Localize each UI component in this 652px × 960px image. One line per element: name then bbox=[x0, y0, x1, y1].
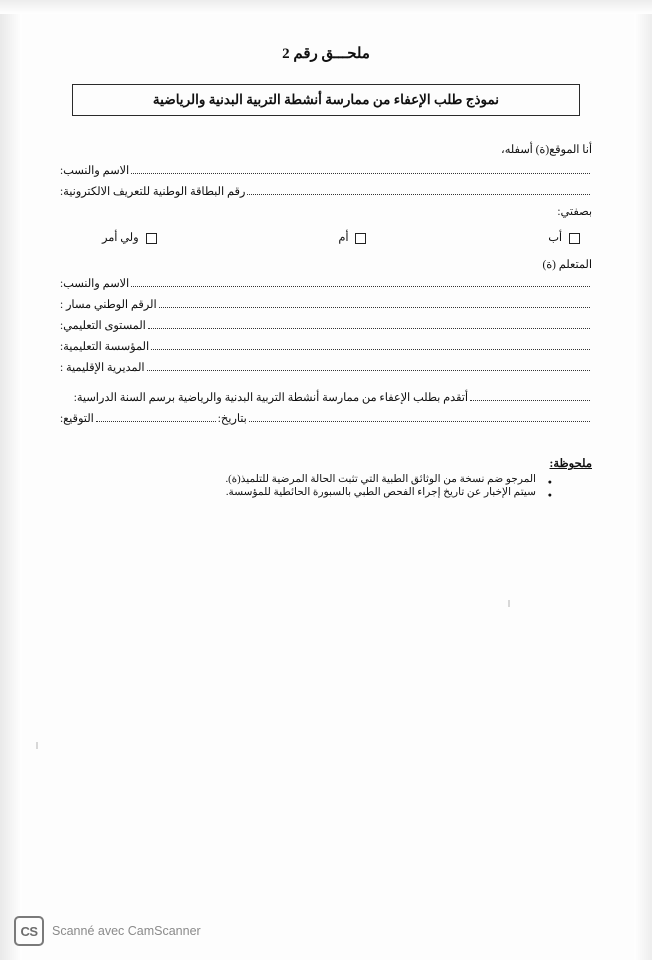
note-list bbox=[60, 475, 552, 499]
signer-name-label: الاسم والنسب: bbox=[60, 165, 130, 177]
student-name-input[interactable] bbox=[131, 278, 590, 287]
student-school-label: المؤسسة التعليمية: bbox=[60, 340, 150, 353]
scan-edge-shadow-right bbox=[634, 0, 652, 960]
scan-edge-shadow-top bbox=[0, 0, 652, 14]
date-input[interactable] bbox=[249, 413, 590, 422]
form-heading: نموذج طلب الإعفاء من ممارسة أنشطة التربية البدنية والرياضية bbox=[152, 92, 500, 107]
signer-name-input[interactable] bbox=[131, 165, 590, 174]
student-directorate-input[interactable] bbox=[147, 362, 590, 371]
checkbox-icon[interactable] bbox=[569, 233, 580, 244]
capacity-options bbox=[72, 233, 580, 244]
undersigned-intro: أنا الموقع(ة) أسفله، bbox=[501, 144, 592, 156]
student-level-label: المستوى التعليمي: bbox=[60, 319, 146, 332]
camscanner-watermark bbox=[14, 916, 201, 946]
capacity-option-guardian-label: ولي أمر bbox=[102, 231, 139, 244]
scan-speck bbox=[508, 600, 510, 607]
capacity-option-mother[interactable] bbox=[338, 233, 366, 244]
list-item: ● المرجو ضم نسخة من الوثائق الطبية التي تثبت الحالة المرضية للتلميذ(ة). bbox=[60, 475, 552, 486]
checkbox-icon[interactable] bbox=[355, 233, 366, 244]
student-massar-row bbox=[60, 299, 592, 311]
request-sentence: أتقدم بطلب الإعفاء من ممارسة أنشطة التربية البدنية والرياضية برسم السنة الدراسية: bbox=[73, 391, 468, 404]
capacity-option-mother-label: أم bbox=[338, 231, 349, 244]
signer-id-label: رقم البطاقة الوطنية للتعريف الالكترونية: bbox=[60, 186, 246, 198]
camscanner-watermark-text: Scanné avec CamScanner bbox=[52, 924, 201, 938]
date-label: بتاريخ: bbox=[217, 412, 247, 425]
signer-name-row bbox=[60, 165, 592, 177]
student-directorate-row bbox=[60, 362, 592, 374]
student-level-input[interactable] bbox=[148, 320, 590, 329]
signer-id-input[interactable] bbox=[247, 186, 590, 195]
signer-id-row bbox=[60, 186, 592, 198]
page-title: ملحـــق رقم 2 bbox=[282, 46, 370, 62]
capacity-option-father-label: أب bbox=[548, 231, 562, 244]
student-school-input[interactable] bbox=[151, 341, 590, 350]
student-name-label: الاسم والنسب: bbox=[60, 277, 130, 290]
student-massar-label: الرقم الوطني مسار : bbox=[60, 298, 157, 311]
student-name-row bbox=[60, 278, 592, 290]
request-sentence-row bbox=[60, 392, 592, 404]
school-year-input[interactable] bbox=[470, 392, 590, 401]
form-heading-box bbox=[72, 84, 580, 116]
checkbox-icon[interactable] bbox=[146, 233, 157, 244]
scan-edge-shadow-left bbox=[0, 0, 22, 960]
note-title: ملحوظة: bbox=[549, 458, 592, 471]
form-body bbox=[60, 145, 592, 502]
student-school-row bbox=[60, 341, 592, 353]
capacity-option-father[interactable] bbox=[548, 233, 580, 244]
student-massar-input[interactable] bbox=[159, 299, 590, 308]
signature-label: التوقيع: bbox=[60, 412, 94, 425]
camscanner-logo-icon: CS bbox=[14, 916, 44, 946]
capacity-label: بصفتي: bbox=[557, 206, 592, 219]
student-section-label: المتعلم (ة) bbox=[542, 258, 592, 271]
signature-input[interactable] bbox=[96, 413, 216, 422]
list-item: ● سيتم الإخبار عن تاريخ إجراء الفحص الطبي بالسبورة الحائطية للمؤسسة. bbox=[60, 488, 552, 499]
capacity-option-guardian[interactable] bbox=[102, 233, 157, 244]
student-level-row bbox=[60, 320, 592, 332]
signature-date-row bbox=[60, 413, 592, 425]
student-directorate-label: المديرية الإقليمية : bbox=[60, 361, 145, 374]
scan-speck bbox=[36, 742, 38, 749]
